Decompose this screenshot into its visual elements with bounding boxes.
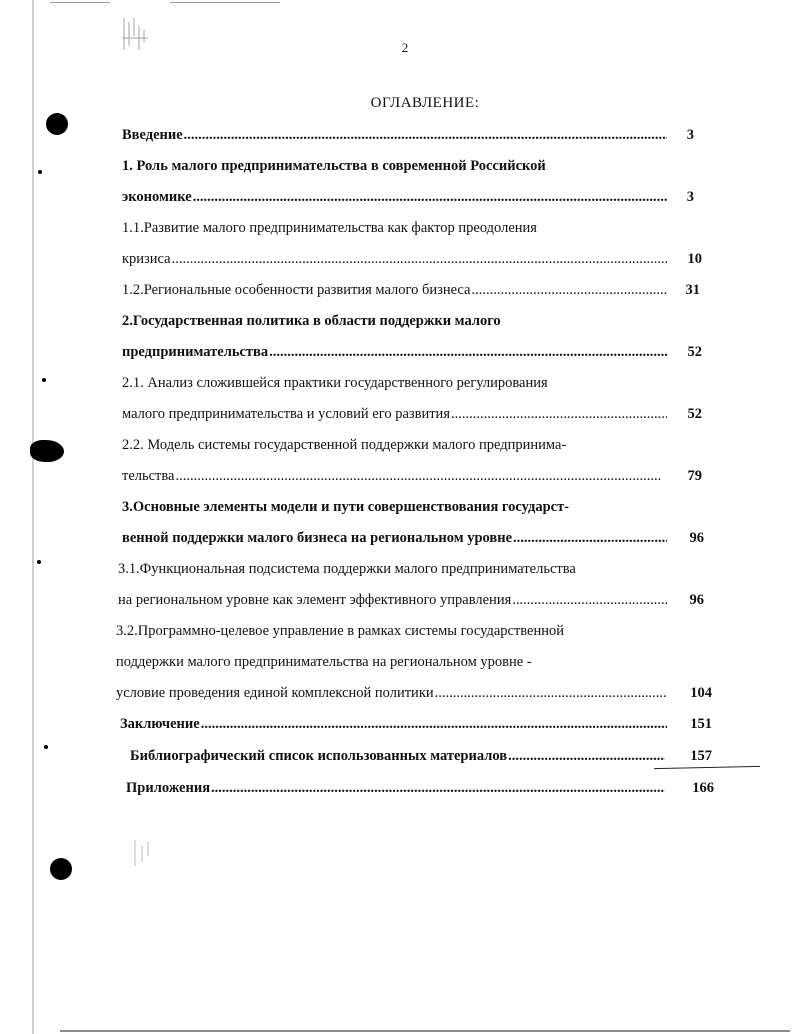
punch-hole-icon: [46, 113, 68, 135]
toc-page-number: 3: [686, 189, 694, 205]
pen-underline: [654, 766, 760, 769]
toc-entry-ch3[interactable]: [122, 529, 668, 547]
leader-dots: [512, 591, 667, 609]
toc-entry-title: Приложения: [126, 780, 211, 796]
toc-entry-title: Заключение: [120, 716, 200, 732]
leader-dots: [184, 126, 667, 144]
toc-entry-s2-2[interactable]: [122, 467, 662, 485]
speck-icon: [38, 170, 42, 174]
toc-page-number: 52: [687, 406, 702, 422]
toc-entry-title: тельства: [122, 468, 175, 484]
toc-entry-s3-2-line2[interactable]: поддержки малого предпринимательства на региональном уровне -: [116, 654, 532, 670]
leader-dots: [269, 343, 667, 361]
leader-dots: [513, 529, 667, 547]
toc-entry-title: на региональном уровне как элемент эффективного управления: [118, 592, 512, 608]
leader-dots: [471, 281, 667, 299]
toc-entry-s3-2[interactable]: [116, 684, 668, 702]
toc-entry-s3-1-line1[interactable]: 3.1.Функциональная подсистема поддержки малого предпринимательства: [118, 561, 576, 577]
scan-top-mark: [170, 2, 280, 3]
toc-page-number: 52: [687, 344, 702, 360]
toc-entry-title: предпринимательства: [122, 344, 269, 360]
toc-entry-title: экономике: [122, 189, 192, 205]
leader-dots: [193, 188, 667, 206]
toc-entry-title: 1.2.Региональные особенности развития малого бизнеса: [122, 282, 471, 298]
toc-page-number: 10: [687, 251, 702, 267]
leader-dots: [201, 715, 667, 733]
leader-dots: [211, 779, 665, 797]
toc-entry-s1-1[interactable]: [122, 250, 668, 268]
toc-entry-s3-1[interactable]: [118, 591, 668, 609]
scan-noise-icon: [132, 838, 152, 868]
toc-page-number: 96: [689, 592, 704, 608]
toc-entry-ch3-line1[interactable]: 3.Основные элементы модели и пути совершенствования государст-: [122, 499, 570, 515]
toc-entry-ch2-line1[interactable]: 2.Государственная политика в области поддержки малого: [122, 313, 501, 329]
toc-page-number: 166: [692, 780, 714, 796]
leader-dots: [508, 747, 665, 765]
toc-entry-ch1[interactable]: [122, 188, 668, 206]
toc-entry-s3-2-line1[interactable]: 3.2.Программно-целевое управление в рамках системы государственной: [116, 623, 565, 639]
toc-entry-bibliography[interactable]: [130, 747, 666, 765]
leader-dots: [172, 250, 667, 268]
page-number: 2: [401, 40, 409, 55]
toc-entry-s2-1[interactable]: [122, 405, 668, 423]
leader-dots: [451, 405, 667, 423]
leader-dots: [435, 684, 667, 702]
toc-heading: ОГЛАВЛЕНИЕ:: [370, 95, 480, 111]
punch-hole-icon: [50, 858, 72, 880]
speck-icon: [44, 745, 48, 749]
scan-top-mark: [50, 2, 110, 3]
toc-entry-intro[interactable]: [122, 126, 668, 144]
toc-page-number: 79: [687, 468, 702, 484]
toc-entry-s2-2-line1[interactable]: 2.2. Модель системы государственной поддержки малого предпринима-: [122, 437, 567, 453]
leader-dots: [176, 467, 662, 485]
speck-icon: [37, 560, 41, 564]
scan-left-edge: [32, 0, 34, 1034]
toc-page-number: 96: [689, 530, 704, 546]
ink-blot-icon: [30, 440, 64, 462]
toc-page-number: 157: [690, 748, 712, 764]
speck-icon: [42, 378, 46, 382]
toc-entry-ch1-line1[interactable]: 1. Роль малого предпринимательства в современной Российской: [122, 158, 546, 174]
toc-entry-s2-1-line1[interactable]: 2.1. Анализ сложившейся практики государственного регулирования: [122, 375, 548, 391]
toc-page-number: 31: [685, 282, 700, 298]
toc-entry-title: кризиса: [122, 251, 171, 267]
toc-entry-conclusion[interactable]: [120, 715, 668, 733]
toc-entry-s1-1-line1[interactable]: 1.1.Развитие малого предпринимательства как фактор преодоления: [122, 220, 537, 236]
toc-entry-s1-2[interactable]: [122, 281, 668, 299]
toc-entry-title: условие проведения единой комплексной политики: [116, 685, 434, 701]
scan-bottom-edge: [60, 1030, 790, 1032]
toc-entry-appendix[interactable]: [126, 779, 666, 797]
toc-page-number: 151: [690, 716, 712, 732]
toc-entry-title: венной поддержки малого бизнеса на региональном уровне: [122, 530, 513, 546]
toc-entry-title: Введение: [122, 127, 183, 143]
toc-entry-title: Библиографический список использованных материалов: [130, 748, 508, 764]
toc-entry-ch2[interactable]: [122, 343, 668, 361]
toc-entry-title: малого предпринимательства и условий его развития: [122, 406, 450, 422]
toc-page-number: 104: [690, 685, 712, 701]
toc-page-number: 3: [686, 127, 694, 143]
